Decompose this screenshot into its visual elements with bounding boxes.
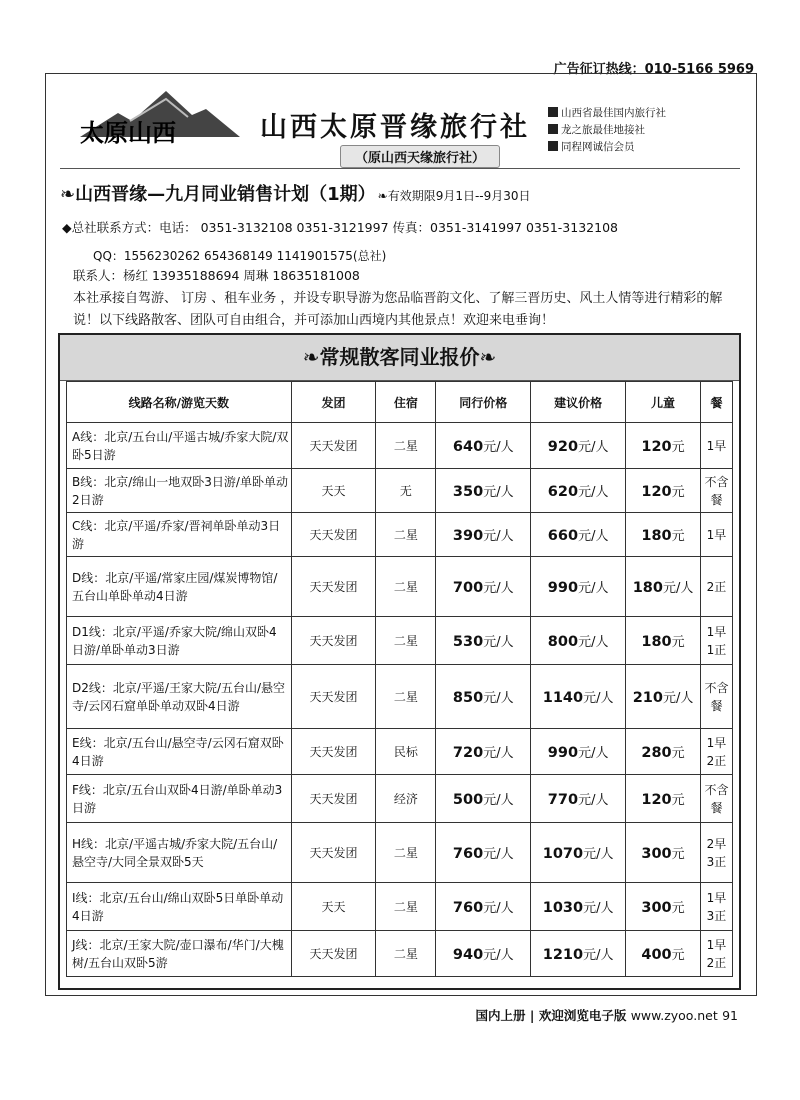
- route-name: F线：北京/五台山双卧4日游/单卧单动3日游: [67, 775, 292, 823]
- price-table-title: ❧常规散客同业报价❧: [60, 335, 739, 381]
- suggested-price: 1030元/人: [531, 883, 626, 931]
- honor-item: 龙之旅最佳地接社: [548, 122, 666, 139]
- price-table-body: [67, 423, 733, 977]
- child-price: 210元/人: [626, 665, 701, 729]
- meal: 2正: [700, 557, 732, 617]
- meal: 1早: [700, 423, 732, 469]
- peer-price: 530元/人: [436, 617, 531, 665]
- child-price: 180元/人: [626, 557, 701, 617]
- departure: 天天发团: [291, 775, 376, 823]
- lodging: 二星: [376, 423, 436, 469]
- plan-title: 山西晋缘—九月同业销售计划（1期）: [75, 184, 376, 205]
- suggested-price: 1210元/人: [531, 931, 626, 977]
- meal: 不含餐: [700, 665, 732, 729]
- route-name: D1线：北京/平遥/乔家大院/绵山双卧4日游/单卧单动3日游: [67, 617, 292, 665]
- col-lodging: 住宿: [376, 382, 436, 423]
- lodging: 二星: [376, 513, 436, 557]
- meal: 1早: [700, 513, 732, 557]
- child-price: 180元: [626, 617, 701, 665]
- lodging: 二星: [376, 557, 436, 617]
- company-name: 山西太原晋缘旅行社: [260, 112, 530, 143]
- departure: 天天: [291, 883, 376, 931]
- departure: 天天发团: [291, 617, 376, 665]
- page-footer: [476, 1006, 738, 1024]
- table-row: [67, 775, 733, 823]
- table-row: [67, 513, 733, 557]
- suggested-price: 990元/人: [531, 729, 626, 775]
- price-table-section: [58, 333, 741, 990]
- route-name: E线：北京/五台山/悬空寺/云冈石窟双卧4日游: [67, 729, 292, 775]
- peer-price: 720元/人: [436, 729, 531, 775]
- table-row: [67, 665, 733, 729]
- col-peer-price: 同行价格: [436, 382, 531, 423]
- child-price: 300元: [626, 883, 701, 931]
- suggested-price: 620元/人: [531, 469, 626, 513]
- lodging: 二星: [376, 823, 436, 883]
- ad-hotline: 广告征订热线：010-5166 5969: [553, 62, 754, 77]
- table-row: [67, 883, 733, 931]
- medal-icon: [548, 141, 558, 151]
- col-meal: 餐: [700, 382, 732, 423]
- footer-url: www.zyoo.net: [630, 1008, 718, 1023]
- lodging: 经济: [376, 775, 436, 823]
- table-row: [67, 931, 733, 977]
- contact-info: ◆总社联系方式：电话： 0351-3132108 0351-3121997 传真：0351-3141997 0351-3132108: [62, 220, 618, 235]
- meal: 不含餐: [700, 469, 732, 513]
- suggested-price: 800元/人: [531, 617, 626, 665]
- honor-item: 山西省最佳国内旅行社: [548, 105, 666, 122]
- medal-icon: [548, 107, 558, 117]
- table-row: [67, 423, 733, 469]
- suggested-price: 990元/人: [531, 557, 626, 617]
- lodging: 二星: [376, 883, 436, 931]
- footer-separator: |: [529, 1008, 535, 1023]
- header-divider: [60, 168, 740, 169]
- col-departure: 发团: [291, 382, 376, 423]
- price-table: [66, 381, 733, 977]
- footer-slogan: 欢迎浏览电子版: [538, 1008, 627, 1023]
- peer-price: 850元/人: [436, 665, 531, 729]
- logo-text: 太原山西: [80, 118, 176, 145]
- meal: 2早 3正: [700, 823, 732, 883]
- peer-price: 940元/人: [436, 931, 531, 977]
- suggested-price: 770元/人: [531, 775, 626, 823]
- table-row: [67, 469, 733, 513]
- flourish-icon: ❧: [60, 184, 76, 205]
- honor-list: [548, 105, 666, 156]
- departure: 天天发团: [291, 729, 376, 775]
- departure: 天天发团: [291, 513, 376, 557]
- plan-heading: [60, 180, 531, 206]
- meal: 1早 3正: [700, 883, 732, 931]
- table-row: [67, 557, 733, 617]
- route-name: H线：北京/平遥古城/乔家大院/五台山/悬空寺/大同全景双卧5天: [67, 823, 292, 883]
- child-price: 180元: [626, 513, 701, 557]
- table-row: [67, 823, 733, 883]
- table-row: [67, 729, 733, 775]
- peer-price: 760元/人: [436, 883, 531, 931]
- child-price: 280元: [626, 729, 701, 775]
- meal: 1早 2正: [700, 729, 732, 775]
- lodging: 二星: [376, 665, 436, 729]
- route-name: C线：北京/平遥/乔家/晋祠单卧单动3日游: [67, 513, 292, 557]
- departure: 天天: [291, 469, 376, 513]
- peer-price: 640元/人: [436, 423, 531, 469]
- peer-price: 760元/人: [436, 823, 531, 883]
- suggested-price: 920元/人: [531, 423, 626, 469]
- departure: 天天发团: [291, 557, 376, 617]
- page-number: 91: [722, 1008, 738, 1023]
- suggested-price: 660元/人: [531, 513, 626, 557]
- intro-text: 本社承接自驾游、 订房 、租车业务 ，并设专职导游为您品临晋韵文化、了解三晋历史、风土人情等进行精彩的解说！以下线路散客、团队可自由组合，并可添加山西境内其他景点！欢迎来电垂询！: [73, 291, 723, 328]
- meal: 不含餐: [700, 775, 732, 823]
- route-name: D2线：北京/平遥/王家大院/五台山/悬空寺/云冈石窟单卧单动双卧4日游: [67, 665, 292, 729]
- footer-section: 国内上册: [475, 1008, 526, 1023]
- contact-persons: 联系人：杨红 13935188694 周琳 18635181008: [73, 268, 360, 283]
- former-name: （原山西天缘旅行社）: [340, 145, 500, 168]
- child-price: 400元: [626, 931, 701, 977]
- peer-price: 390元/人: [436, 513, 531, 557]
- qq-numbers: QQ：1556230262 654368149 1141901575(总社): [93, 249, 387, 263]
- table-row: [67, 617, 733, 665]
- peer-price: 500元/人: [436, 775, 531, 823]
- departure: 天天发团: [291, 823, 376, 883]
- peer-price: 700元/人: [436, 557, 531, 617]
- meal: 1早 1正: [700, 617, 732, 665]
- child-price: 120元: [626, 775, 701, 823]
- route-name: J线：北京/王家大院/壶口瀑布/华门/大槐树/五台山双卧5游: [67, 931, 292, 977]
- honor-item: 同程网诚信会员: [548, 139, 666, 156]
- route-name: D线：北京/平遥/常家庄园/煤炭博物馆/五台山单卧单动4日游: [67, 557, 292, 617]
- lodging: 二星: [376, 617, 436, 665]
- lodging: 二星: [376, 931, 436, 977]
- meal: 1早 2正: [700, 931, 732, 977]
- plan-validity: ❧有效期限9月1日--9月30日: [377, 189, 531, 203]
- route-name: A线：北京/五台山/平遥古城/乔家大院/双卧5日游: [67, 423, 292, 469]
- departure: 天天发团: [291, 665, 376, 729]
- suggested-price: 1070元/人: [531, 823, 626, 883]
- child-price: 120元: [626, 469, 701, 513]
- departure: 天天发团: [291, 423, 376, 469]
- medal-icon: [548, 124, 558, 134]
- child-price: 120元: [626, 423, 701, 469]
- route-name: B线：北京/绵山一地双卧3日游/单卧单动2日游: [67, 469, 292, 513]
- table-header-row: [67, 382, 733, 423]
- agency-header: [70, 85, 735, 166]
- departure: 天天发团: [291, 931, 376, 977]
- lodging: 民标: [376, 729, 436, 775]
- col-child-price: 儿童: [626, 382, 701, 423]
- peer-price: 350元/人: [436, 469, 531, 513]
- col-suggested-price: 建议价格: [531, 382, 626, 423]
- child-price: 300元: [626, 823, 701, 883]
- col-route: 线路名称/游览天数: [67, 382, 292, 423]
- lodging: 无: [376, 469, 436, 513]
- route-name: I线：北京/五台山/绵山双卧5日单卧单动4日游: [67, 883, 292, 931]
- suggested-price: 1140元/人: [531, 665, 626, 729]
- mountain-logo: [70, 85, 250, 145]
